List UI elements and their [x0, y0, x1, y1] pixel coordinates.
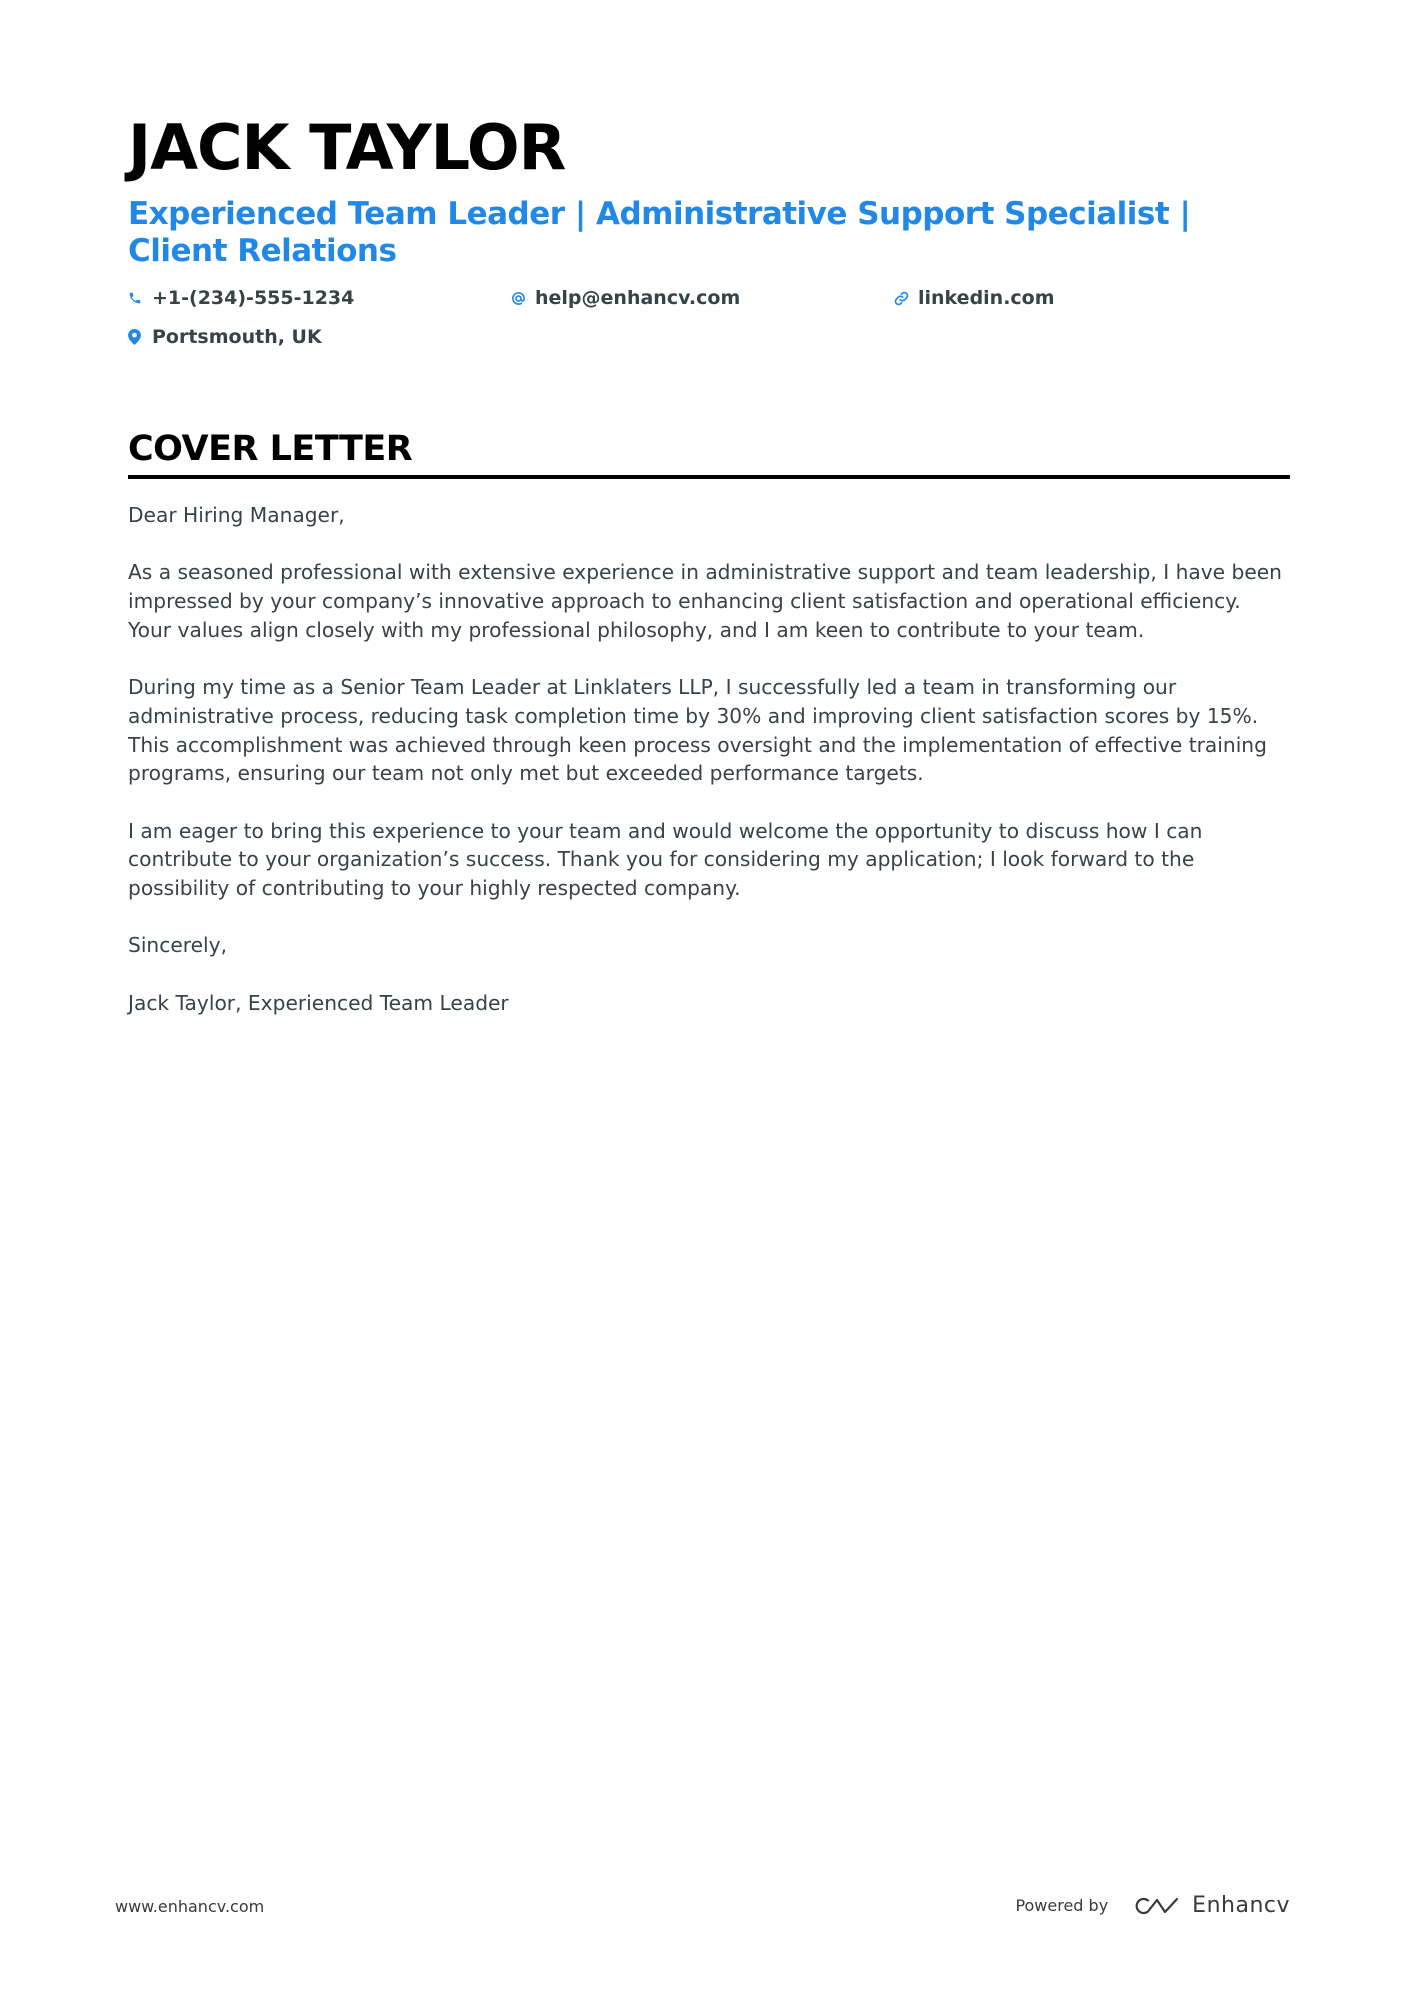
letter-closing: Sincerely,	[128, 933, 227, 958]
section-divider	[128, 475, 1290, 479]
at-icon	[511, 288, 533, 308]
phone-value[interactable]: +1-(234)-555-1234	[152, 287, 355, 309]
brand-name: Enhancv	[1192, 1893, 1290, 1918]
contact-email	[511, 284, 894, 312]
link-icon	[894, 288, 916, 308]
contact-info	[128, 284, 1290, 351]
powered-by-label: Powered by	[1015, 1896, 1109, 1915]
contact-phone	[128, 284, 511, 312]
phone-icon	[128, 288, 150, 308]
enhancv-logo-icon[interactable]	[1134, 1893, 1290, 1918]
letter-body	[128, 501, 1290, 1018]
letter-paragraph: As a seasoned professional with extensive experience in administrative support and team leadership, I have been impressed by your company’s innovative approach to enhancing client satisfaction and operational efficiency. Your values align closely with my professional philosophy, and I am keen to contribute to your team.	[128, 560, 1282, 642]
powered-by	[1015, 1893, 1290, 1918]
location-value: Portsmouth, UK	[152, 326, 322, 348]
letter-greeting: Dear Hiring Manager,	[128, 503, 345, 527]
page-footer	[115, 1893, 1290, 1923]
linkedin-value[interactable]: linkedin.com	[918, 287, 1055, 309]
contact-location	[128, 323, 511, 351]
footer-website-link[interactable]: www.enhancv.com	[115, 1897, 265, 1916]
letter-paragraph: During my time as a Senior Team Leader at Linklaters LLP, I successfully led a team in transforming our administrative process, reducing task completion time by 30% and improving client satisfaction scores by 15%. This accomplishment was achieved through keen process oversight and the implementation of effective training programs, ensuring our team not only met but exceeded performance targets.	[128, 675, 1267, 786]
letter-paragraph: I am eager to bring this experience to your team and would welcome the opportunity to discuss how I can contribute to your organization’s success. Thank you for considering my application; I look forward to the possibility of contributing to your highly respected company.	[128, 818, 1203, 901]
letter-signature: Jack Taylor, Experienced Team Leader	[128, 990, 509, 1015]
candidate-name: JACK TAYLOR	[128, 111, 566, 184]
location-pin-icon	[128, 327, 150, 347]
contact-linkedin	[894, 284, 1277, 312]
cover-letter-page	[128, 112, 1290, 1046]
email-value[interactable]: help@enhancv.com	[535, 287, 741, 309]
section-title: COVER LETTER	[128, 429, 413, 469]
candidate-title: Experienced Team Leader | Administrative Support Specialist | Client Relations	[128, 196, 1191, 269]
